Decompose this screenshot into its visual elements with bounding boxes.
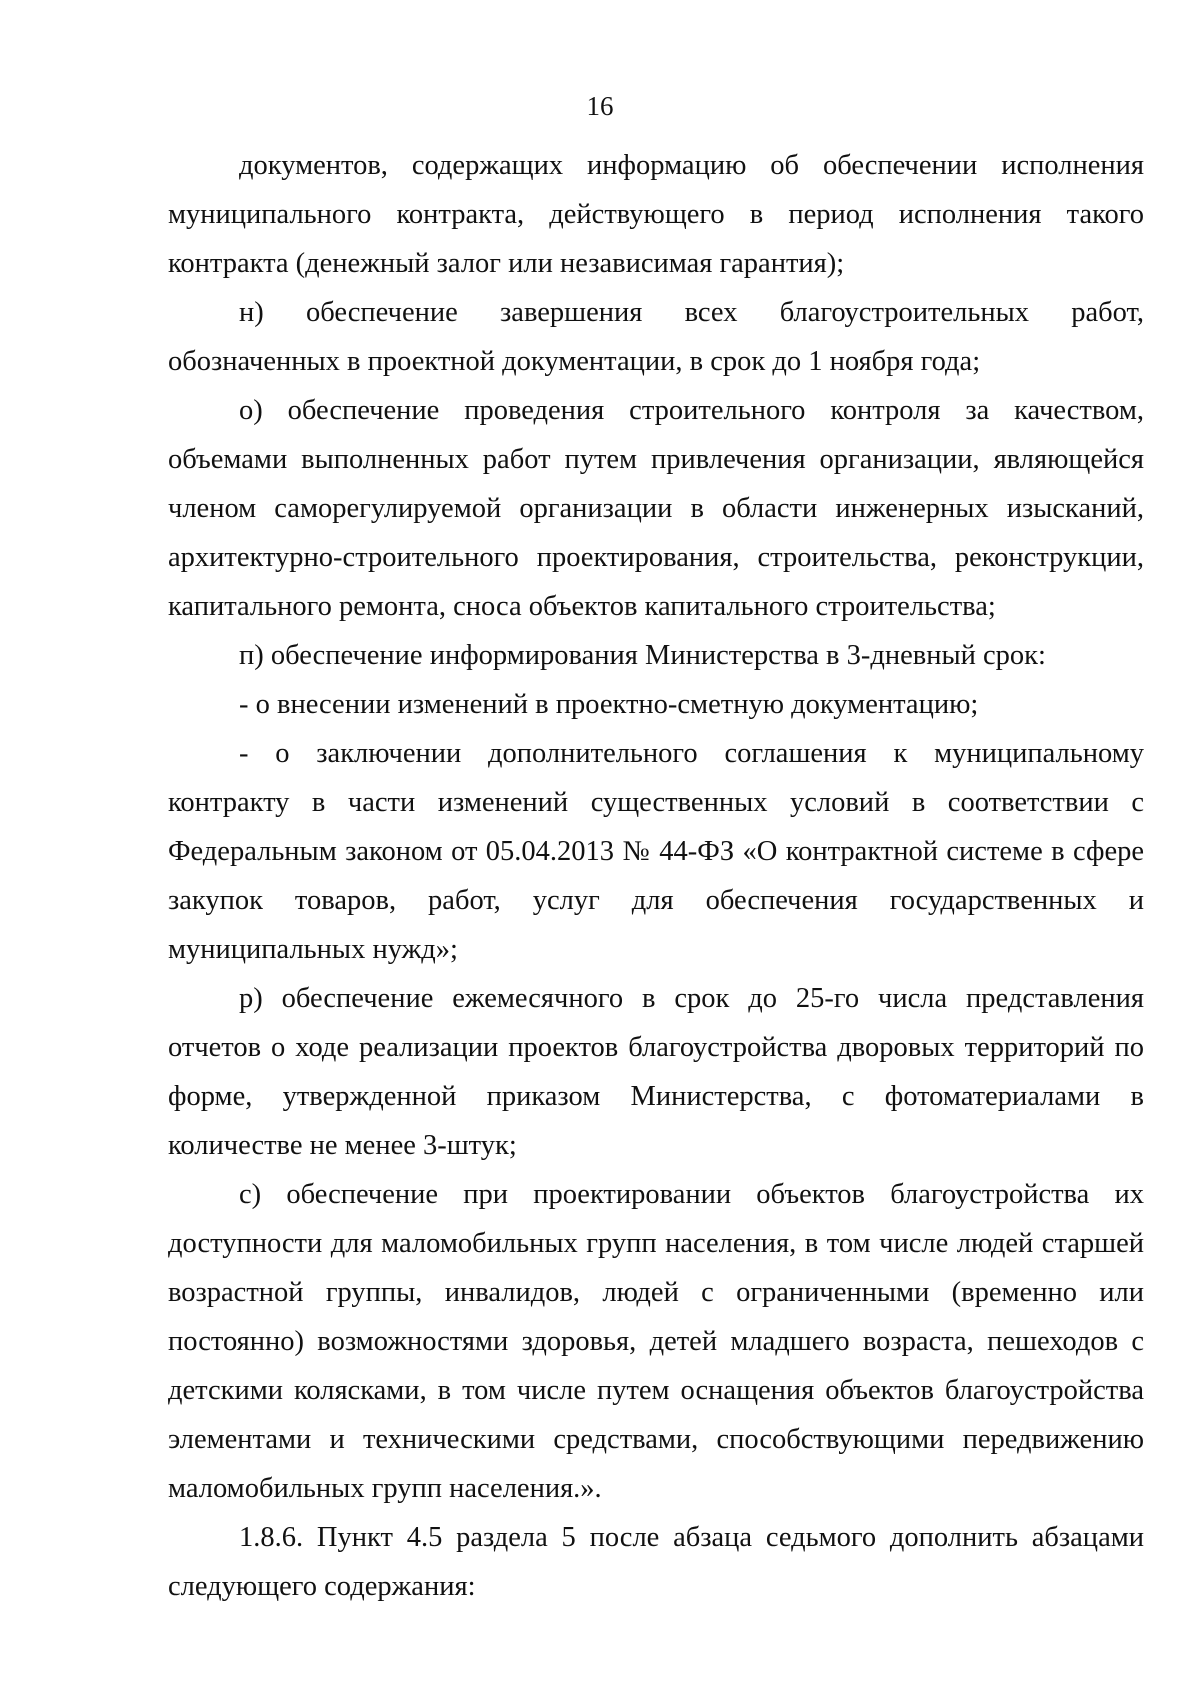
paragraph-item-p: п) обеспечение информирования Министерства в 3-дневный срок: [239, 640, 1046, 671]
paragraph-continuation: документов, содержащих информацию об обеспечении исполнения муниципального контракта, действующего в период исполнения такого контракта (денежный залог или независимая гарантия); [168, 150, 1144, 279]
paragraph-item-n: н) обеспечение завершения всех благоустроительных работ, обозначенных в проектной документации, в срок до 1 ноября года; [168, 297, 1144, 377]
paragraph-subitem-1: - о внесении изменений в проектно-сметную документацию; [239, 689, 979, 720]
paragraph-item-s: с) обеспечение при проектировании объектов благоустройства их доступности для маломобильных групп населения, в том числе людей старшей возрастной группы, инвалидов, людей с ограниченными (временно или постоянно) возможностями здоровья, детей младшего возраста, пешеходов с детскими колясками, в том числе путем оснащения объектов благоустройства элементами и техническими средствами, способствующими передвижению маломобильных групп населения.». [168, 1179, 1144, 1504]
paragraph-clause-1-8-6: 1.8.6. Пункт 4.5 раздела 5 после абзаца седьмого дополнить абзацами следующего содержания: [168, 1522, 1144, 1602]
paragraph-item-o: о) обеспечение проведения строительного контроля за качеством, объемами выполненных работ путем привлечения организации, являющейся членом саморегулируемой организации в области инженерных изысканий, архитектурно-строительного проектирования, строительства, реконструкции, капитального ремонта, сноса объектов капитального строительства; [168, 395, 1144, 622]
page-number: 16 [586, 91, 614, 121]
paragraph-subitem-2: - о заключении дополнительного соглашения к муниципальному контракту в части изменений существенных условий в соответствии с Федеральным законом от 05.04.2013 № 44-ФЗ «О контрактной системе в сфере закупок товаров, работ, услуг для обеспечения государственных и муниципальных нужд»; [168, 738, 1144, 965]
paragraph-item-r: р) обеспечение ежемесячного в срок до 25-го числа представления отчетов о ходе реализации проектов благоустройства дворовых территорий по форме, утвержденной приказом Министерства, с фотоматериалами в количестве не менее 3-штук; [168, 983, 1144, 1161]
document-body [168, 141, 1144, 1611]
